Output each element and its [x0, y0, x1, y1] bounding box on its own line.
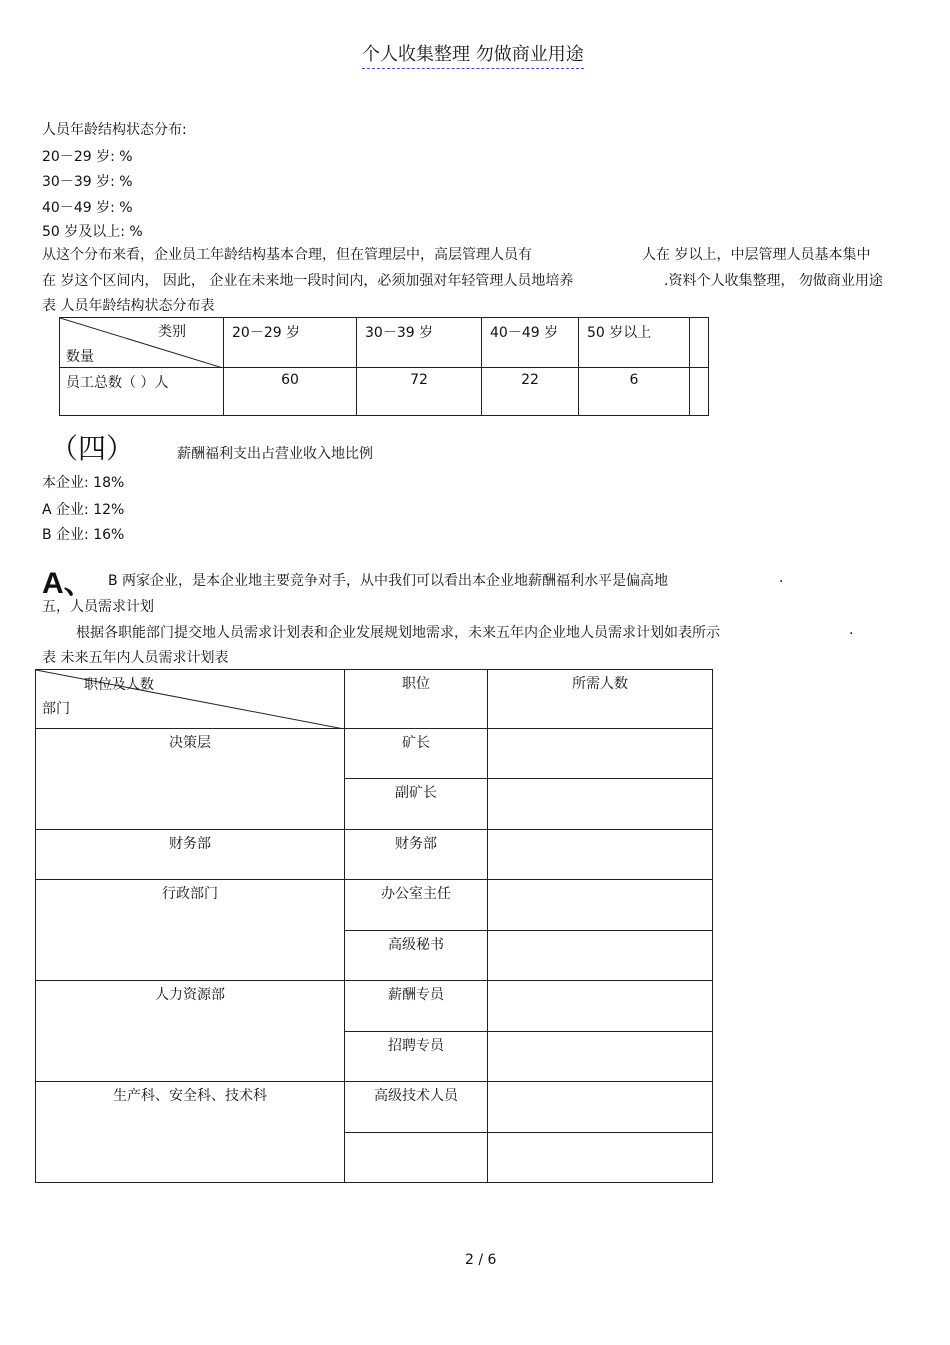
- section5-para: 根据各职能部门提交地人员需求计划表和企业发展规划地需求，未来五年内企业地人员需求计划如表所示: [76, 625, 720, 641]
- section4-title: 薪酬福利支出占营业收入地比例: [177, 446, 373, 462]
- section5-para-dot: .: [849, 622, 854, 638]
- plan-count-cell: [488, 1133, 713, 1183]
- age-value-3: 22: [482, 368, 579, 416]
- plan-position-cell: 副矿长: [345, 779, 488, 830]
- plan-position-cell: 高级秘书: [345, 931, 488, 981]
- age-row-1: 20－29 岁: %: [42, 149, 133, 165]
- plan-col-count: 所需人数: [488, 670, 713, 729]
- competition-dot: .: [779, 570, 784, 586]
- age-para-line2-a: 在 岁这个区间内， 因此， 企业在未来地一段时间内，必须加强对年轻管理人员地培养: [42, 273, 574, 289]
- plan-table-caption: 表 未来五年内人员需求计划表: [42, 650, 229, 666]
- plan-position-cell: 办公室主任: [345, 880, 488, 931]
- age-col-3: 40－49 岁: [482, 318, 579, 368]
- plan-col-position: 职位: [345, 670, 488, 729]
- age-table-caption: 表 人员年龄结构状态分布表: [42, 298, 215, 314]
- page-number: 2 / 6: [465, 1252, 497, 1268]
- section4-item-3: B 企业: 16%: [42, 527, 125, 543]
- age-row-2: 30－39 岁: %: [42, 174, 133, 190]
- plan-count-cell: [488, 931, 713, 981]
- plan-count-cell: [488, 1032, 713, 1082]
- plan-count-cell: [488, 880, 713, 931]
- age-table-diag-cell: [60, 318, 224, 368]
- diag-label-category: 类别: [158, 324, 186, 340]
- age-col-4: 50 岁以上: [579, 318, 690, 368]
- age-row-3: 40－49 岁: %: [42, 200, 133, 216]
- age-col-2: 30－39 岁: [357, 318, 482, 368]
- plan-count-cell: [488, 1082, 713, 1133]
- age-heading: 人员年龄结构状态分布:: [42, 122, 187, 138]
- age-col-blank: [690, 318, 709, 368]
- section4-item-2: A 企业: 12%: [42, 502, 125, 518]
- plan-count-cell: [488, 779, 713, 830]
- plan-dept-cell: 财务部: [36, 830, 345, 880]
- age-value-blank: [690, 368, 709, 416]
- section4-item-1: 本企业: 18%: [42, 475, 125, 491]
- age-row-4: 50 岁及以上: %: [42, 224, 143, 240]
- plan-count-cell: [488, 981, 713, 1032]
- diag-label-quantity: 数量: [66, 349, 94, 365]
- competition-text: B 两家企业，是本企业地主要竞争对手，从中我们可以看出本企业地薪酬福利水平是偏高地: [108, 573, 669, 589]
- plan-position-cell: 财务部: [345, 830, 488, 880]
- plan-position-cell: 招聘专员: [345, 1032, 488, 1082]
- age-row-label: 员工总数（ ）人: [60, 368, 224, 416]
- section4-number: （四）: [50, 432, 135, 465]
- age-value-1: 60: [224, 368, 357, 416]
- diag-label-position-count: 职位及人数: [84, 677, 154, 693]
- staffing-plan-table: [35, 669, 713, 1183]
- plan-position-cell: [345, 1133, 488, 1183]
- age-col-1: 20－29 岁: [224, 318, 357, 368]
- diagonal-line: [36, 670, 344, 729]
- plan-dept-cell: 决策层: [36, 729, 345, 830]
- age-value-2: 72: [357, 368, 482, 416]
- plan-count-cell: [488, 830, 713, 880]
- competition-big-letter: A、: [42, 567, 94, 600]
- plan-dept-cell: 生产科、安全科、技术科: [36, 1082, 345, 1183]
- age-para-line1-b: 人在 岁以上，中层管理人员基本集中: [642, 247, 871, 263]
- age-para-line2-b: .资料个人收集整理， 勿做商业用途: [664, 273, 883, 289]
- plan-table-diag-cell: [36, 670, 345, 729]
- plan-position-cell: 高级技术人员: [345, 1082, 488, 1133]
- diag-label-department: 部门: [42, 701, 70, 717]
- age-structure-table: [59, 317, 709, 416]
- plan-count-cell: [488, 729, 713, 779]
- age-para-line1-a: 从这个分布来看，企业员工年龄结构基本合理，但在管理层中，高层管理人员有: [42, 247, 532, 263]
- age-value-4: 6: [579, 368, 690, 416]
- section5-heading: 五，人员需求计划: [42, 599, 154, 615]
- plan-dept-cell: 行政部门: [36, 880, 345, 981]
- plan-position-cell: 薪酬专员: [345, 981, 488, 1032]
- plan-position-cell: 矿长: [345, 729, 488, 779]
- page-header-title: 个人收集整理 勿做商业用途: [362, 40, 584, 69]
- plan-dept-cell: 人力资源部: [36, 981, 345, 1082]
